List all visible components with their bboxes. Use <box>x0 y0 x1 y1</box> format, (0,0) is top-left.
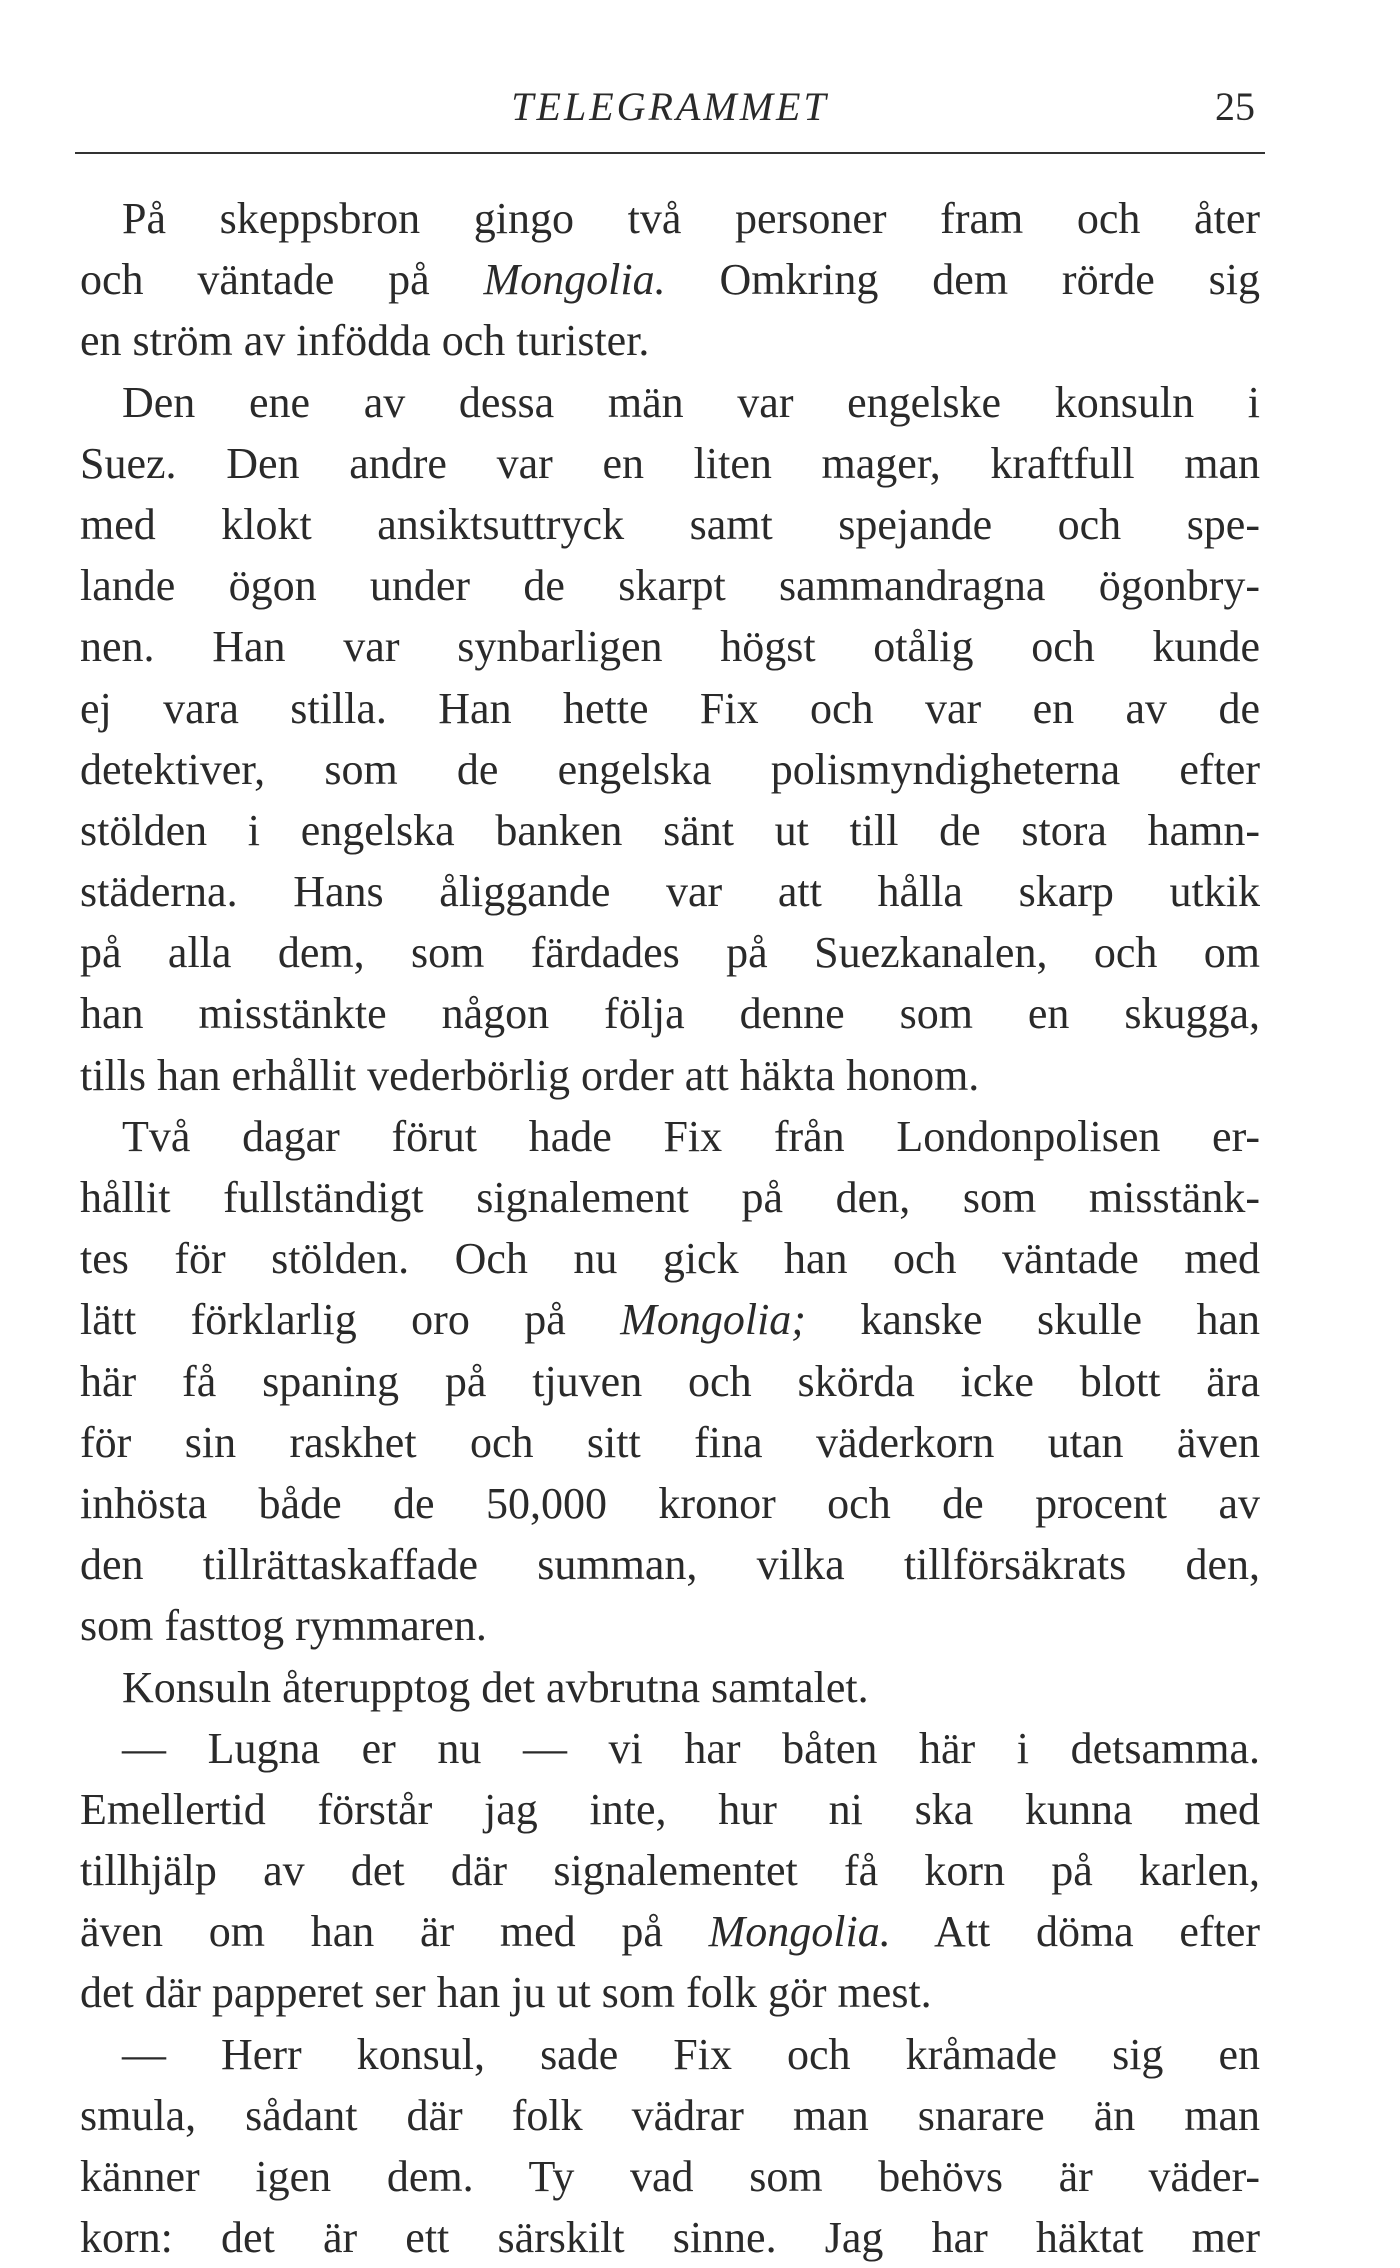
text-line: Konsuln återupptog det avbrutna samtalet. <box>122 1662 869 1712</box>
text-line: städerna. Hans åliggande var att hålla skarp utkik <box>80 867 1260 917</box>
text-line: en ström av infödda och turister. <box>80 316 650 366</box>
text-line: han misstänkte någon följa denne som en skugga, <box>80 989 1260 1039</box>
text-line: det där papperet ser han ju ut som folk gör mest. <box>80 1968 932 2018</box>
text-line: på alla dem, som färdades på Suezkanalen, och om <box>80 928 1260 978</box>
page-number: 25 <box>1215 84 1255 129</box>
text-line: lätt förklarlig oro på Mongolia; kanske skulle han <box>80 1295 1260 1345</box>
text-line: nen. Han var synbarligen högst otålig och kunde <box>80 622 1260 672</box>
text-line: tillhjälp av det där signalementet få korn på karlen, <box>80 1846 1260 1896</box>
text-line: tes för stölden. Och nu gick han och väntade med <box>80 1234 1260 1284</box>
running-title: TELEGRAMMET <box>511 84 829 129</box>
text-line: och väntade på Mongolia. Omkring dem rörde sig <box>80 255 1260 305</box>
text-line: Den ene av dessa män var engelske konsuln i <box>122 377 1260 427</box>
text-line: inhösta både de 50,000 kronor och de procent av <box>80 1478 1260 1528</box>
text-line: lande ögon under de skarpt sammandragna ögonbry- <box>80 561 1260 611</box>
text-line: detektiver, som de engelska polismyndigheterna efter <box>80 744 1260 794</box>
text-line: även om han är med på Mongolia. Att döma efter <box>80 1907 1260 1957</box>
text-line: — Lugna er nu — vi har båten här i detsamma. <box>122 1723 1260 1773</box>
text-line: här få spaning på tjuven och skörda icke blott ära <box>80 1356 1260 1406</box>
text-line: känner igen dem. Ty vad som behövs är väder- <box>80 2152 1260 2201</box>
text-line: På skeppsbron gingo två personer fram och åter <box>122 194 1260 243</box>
ship-name: Mongolia; <box>620 1295 806 1345</box>
text-line: smula, sådant där folk vädrar man snarare än man <box>80 2090 1260 2140</box>
text-line: ej vara stilla. Han hette Fix och var en av de <box>80 683 1260 733</box>
header-rule <box>75 152 1265 154</box>
text-line: för sin raskhet och sitt fina väderkorn utan även <box>80 1417 1260 1467</box>
text-line: hållit fullständigt signalement på den, som misstänk- <box>80 1173 1260 1222</box>
body-text <box>80 188 1260 2268</box>
text-line: stölden i engelska banken sänt ut till de stora hamn- <box>80 805 1260 855</box>
text-line: korn: det är ett särskilt sinne. Jag har häktat mer <box>80 2213 1260 2263</box>
text-line: Suez. Den andre var en liten mager, kraftfull man <box>80 438 1260 488</box>
text-line: med klokt ansiktsuttryck samt spejande och spe- <box>80 499 1260 549</box>
text-line: Emellertid förstår jag inte, hur ni ska kunna med <box>80 1784 1260 1834</box>
page-header <box>75 82 1265 142</box>
text-line: tills han erhållit vederbörlig order att häkta honom. <box>80 1050 980 1100</box>
ship-name: Mongolia. <box>708 1907 891 1957</box>
text-line: — Herr konsul, sade Fix och kråmade sig en <box>122 2029 1260 2079</box>
ship-name: Mongolia. <box>483 255 666 305</box>
text-line: Två dagar förut hade Fix från Londonpolisen er- <box>122 1111 1260 1161</box>
text-line: den tillrättaskaffade summan, vilka tillförsäkrats den, <box>80 1540 1260 1590</box>
text-line: som fasttog rymmaren. <box>80 1601 487 1651</box>
